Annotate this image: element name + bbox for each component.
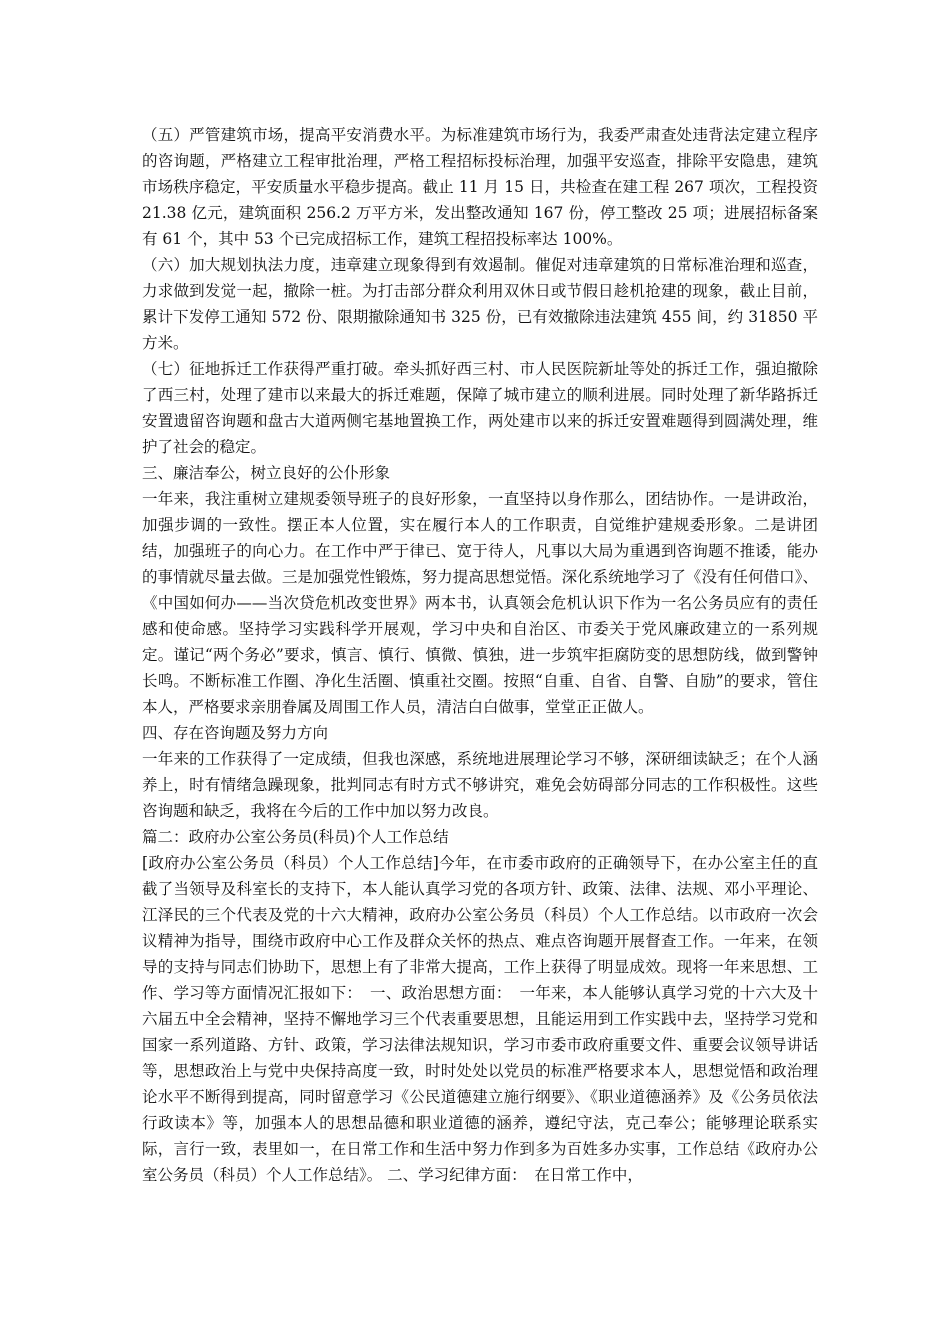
paragraph-integrity: 一年来，我注重树立建规委领导班子的良好形象，一直坚持以身作那么，团结协作。一是讲政治，加强步调的一致性。摆正本人位置，实在履行本人的工作职责，自觉维护建规委形象。二是讲团结，加强班子的向心力。在工作中严于律已、宽于待人，凡事以大局为重遇到咨询题不推诿，能办的事情就尽量去做。三是加强党性锻炼，努力提高思想觉悟。深化系统地学习了《没有任何借口》、《中国如何办——当次贷危机改变世界》两本书，认真领会危机认识下作为一名公务员应有的责任感和使命感。坚持学习实践科学开展观，学习中央和自治区、市委关于党风廉政建立的一系列规定。谨记“两个务必”要求，慎言、慎行、慎微、慎独，进一步筑牢拒腐防变的思想防线，做到警钟长鸣。不断标准工作圈、净化生活圈、慎重社交圈。按照“自重、自省、自警、自励”的要求，管住本人，严格要求亲朋眷属及周围工作人员，清洁白白做事，堂堂正正做人。 (142, 490, 818, 716)
heading-section-3: 三、廉洁奉公，树立良好的公仆形象 (142, 464, 391, 482)
heading-section-4: 四、存在咨询题及努力方向 (142, 724, 329, 742)
heading-part-2: 篇二：政府办公室公务员(科员)个人工作总结 (142, 828, 449, 846)
paragraph-problems: 一年来的工作获得了一定成绩，但我也深感，系统地进展理论学习不够，深研细读缺乏；在个人涵养上，时有情绪急躁现象，批判同志有时方式不够讲究，难免会妨碍部分同志的工作积极性。这些咨询题和缺乏，我将在今后的工作中加以努力改良。 (142, 750, 818, 820)
paragraph-section-6: （六）加大规划执法力度，违章建立现象得到有效遏制。催促对违章建筑的日常标准治理和巡查，力求做到发觉一起，撤除一桩。为打击部分群众利用双休日或节假日趁机抢建的现象，截止目前，累计下发停工通知 572 份、限期撤除通知书 325 份，已有效撤除违法建筑 455 间，约 31850 平方米。 (142, 256, 818, 352)
document-body (142, 122, 818, 1188)
paragraph-section-7: （七）征地拆迁工作获得严重打破。牵头抓好西三村、市人民医院新址等处的拆迁工作，强迫撤除了西三村，处理了建市以来最大的拆迁难题，保障了城市建立的顺利进展。同时处理了新华路拆迁安置遗留咨询题和盘古大道两侧宅基地置换工作，两处建市以来的拆迁安置难题得到圆满处理，维护了社会的稳定。 (142, 360, 818, 456)
paragraph-section-5: （五）严管建筑市场，提高平安消费水平。为标准建筑市场行为，我委严肃查处违背法定建立程序的咨询题，严格建立工程审批治理，严格工程招标投标治理，加强平安巡查，排除平安隐患，建筑市场秩序稳定，平安质量水平稳步提高。截止 11 月 15 日，共检查在建工程 267 项次，工程投资 21.38 亿元，建筑面积 256.2 万平方米，发出整改通知 167 份，停工整改 25 项；进展招标备案有 61 个，其中 53 个已完成招标工作，建筑工程招投标率达 100%。 (142, 126, 818, 248)
paragraph-summary: [政府办公室公务员（科员）个人工作总结]今年，在市委市政府的正确领导下，在办公室主任的直截了当领导及科室长的支持下，本人能认真学习党的各项方针、政策、法律、法规、邓小平理论、江泽民的三个代表及党的十六大精神，政府办公室公务员（科员）个人工作总结。以市政府一次会议精神为指导，围绕市政府中心工作及群众关怀的热点、难点咨询题开展督查工作。一年来，在领导的支持与同志们协助下，思想上有了非常大提高，工作上获得了明显成效。现将一年来思想、工作、学习等方面情况汇报如下： 一、政治思想方面： 一年来，本人能够认真学习党的十六大及十六届五中全会精神，坚持不懈地学习三个代表重要思想，且能运用到工作实践中去，坚持学习党和国家一系列道路、方针、政策，学习法律法规知识，学习市委市政府重要文件、重要会议领导讲话等，思想政治上与党中央保持高度一致，时时处处以党员的标准严格要求本人，思想觉悟和政治理论水平不断得到提高，同时留意学习《公民道德建立施行纲要》、《职业道德涵养》及《公务员依法行政读本》等，加强本人的思想品德和职业道德的涵养，遵纪守法，克己奉公；能够理论联系实际，言行一致，表里如一，在日常工作和生活中努力作到多为百姓多办实事，工作总结《政府办公室公务员（科员）个人工作总结》。 二、学习纪律方面： 在日常工作中， (142, 854, 818, 1184)
